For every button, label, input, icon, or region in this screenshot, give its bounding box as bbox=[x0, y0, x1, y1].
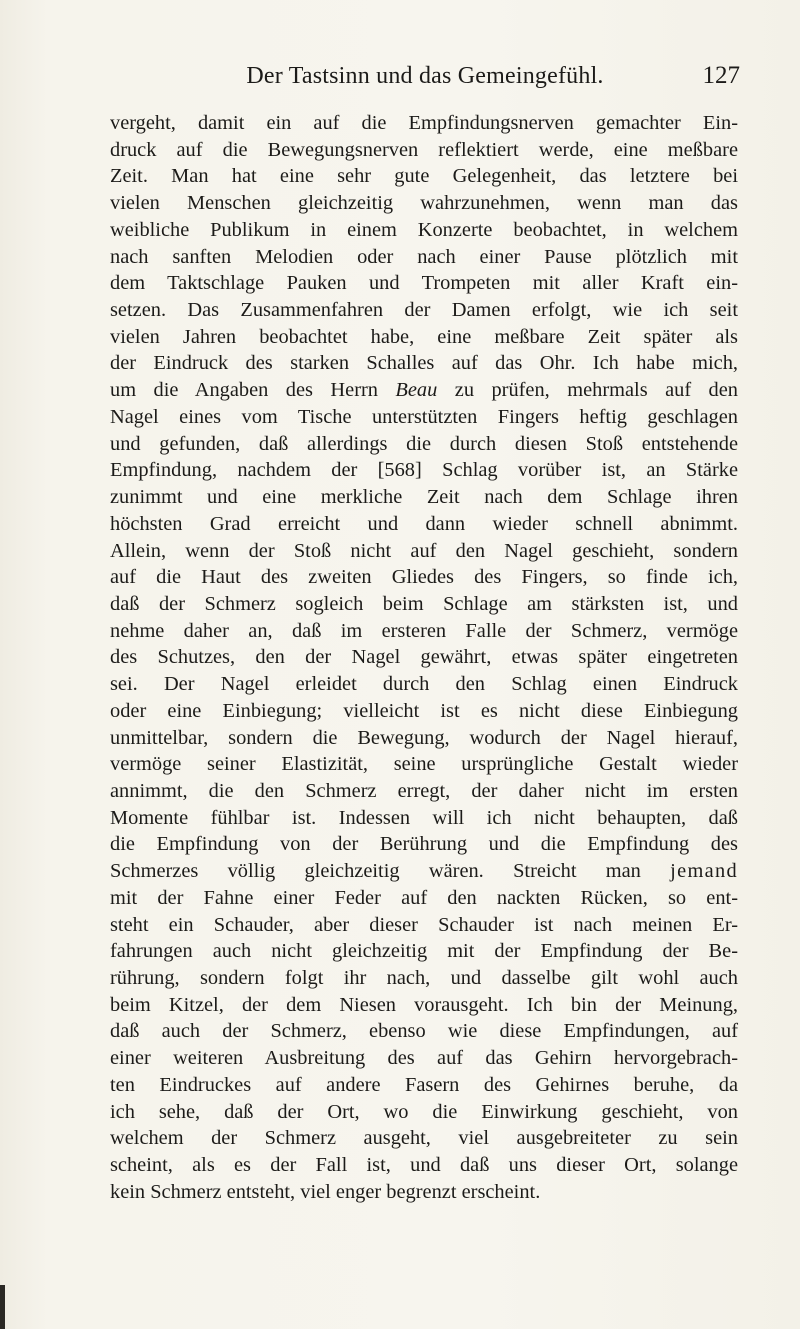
line-text: Allein, wenn der Stoß nicht auf den Nagel geschieht, sondern bbox=[110, 539, 738, 562]
line-text: vergeht, damit ein auf die Empfindungsnerven gemachter Ein- bbox=[110, 112, 738, 134]
line-text: nehme daher an, daß im ersteren Falle der Schmerz, vermöge bbox=[110, 619, 738, 642]
line-text: des Schutzes, den der Nagel gewährt, etwas später eingetreten bbox=[110, 646, 738, 669]
text-line bbox=[110, 858, 738, 885]
text-line bbox=[110, 377, 738, 404]
line-text: vielen Menschen gleichzeitig wahrzunehmen, wenn man das bbox=[110, 192, 738, 215]
line-text-before: Schmerzes völlig gleichzeitig wären. Streicht man bbox=[110, 860, 671, 883]
text-line bbox=[110, 725, 738, 752]
text-line bbox=[110, 511, 738, 538]
line-text: einer weiteren Ausbreitung des auf das Gehirn hervorgebrach- bbox=[110, 1047, 738, 1070]
line-text: druck auf die Bewegungsnerven reflektiert werde, eine meßbare bbox=[110, 138, 738, 161]
spaced-word: jemand bbox=[670, 860, 738, 883]
text-line bbox=[110, 1125, 738, 1152]
text-line bbox=[110, 404, 738, 431]
running-head bbox=[110, 58, 740, 94]
text-line bbox=[110, 938, 738, 965]
line-text: unmittelbar, sondern die Bewegung, wodurch der Nagel hierauf, bbox=[110, 726, 738, 749]
line-text: Nagel eines vom Tische unterstützten Fingers heftig geschlagen bbox=[110, 405, 738, 428]
text-line bbox=[110, 1179, 738, 1206]
line-text: welchem der Schmerz ausgeht, viel ausgebreiteter zu sein bbox=[110, 1127, 738, 1150]
line-text-before: um die Angaben des Herrn bbox=[110, 379, 396, 402]
text-line bbox=[110, 805, 738, 832]
line-text: setzen. Das Zusammenfahren der Damen erfolgt, wie ich seit bbox=[110, 299, 738, 322]
line-text: rührung, sondern folgt ihr nach, und dasselbe gilt wohl auch bbox=[110, 967, 738, 989]
line-text: Momente fühlbar ist. Indessen will ich nicht behaupten, daß bbox=[110, 806, 738, 829]
page-number: 127 bbox=[702, 62, 740, 89]
text-line bbox=[110, 457, 738, 484]
italic-name: Beau bbox=[395, 379, 438, 402]
line-text: und gefunden, daß allerdings die durch diesen Stoß entstehende bbox=[110, 432, 738, 455]
line-text: weibliche Publikum in einem Konzerte beobachtet, in welchem bbox=[110, 218, 738, 241]
text-line bbox=[110, 564, 738, 591]
text-line bbox=[110, 778, 738, 805]
text-line bbox=[110, 217, 738, 244]
line-text: der Eindruck des starken Schalles auf das Ohr. Ich habe mich, bbox=[110, 352, 738, 375]
text-line bbox=[110, 591, 738, 618]
line-text: fahrungen auch nicht gleichzeitig mit der Empfindung der Be- bbox=[110, 940, 738, 963]
line-text: Empfindung, nachdem der [568] Schlag vorüber ist, an Stärke bbox=[110, 459, 738, 482]
line-text: sei. Der Nagel erleidet durch den Schlag einen Eindruck bbox=[110, 673, 738, 696]
line-text: beim Kitzel, der dem Niesen vorausgeht. Ich bin der Meinung, bbox=[110, 993, 738, 1016]
text-line bbox=[110, 992, 738, 1019]
text-line bbox=[110, 324, 738, 351]
text-line bbox=[110, 1018, 738, 1045]
running-title: Der Tastsinn und das Gemeingefühl. bbox=[246, 63, 604, 89]
text-line bbox=[110, 751, 738, 778]
text-line bbox=[110, 538, 738, 565]
text-line bbox=[110, 618, 738, 645]
line-text: scheint, als es der Fall ist, und daß uns dieser Ort, solange bbox=[110, 1154, 738, 1177]
line-text: vielen Jahren beobachtet habe, eine meßbare Zeit später als bbox=[110, 325, 738, 348]
line-text: annimmt, die den Schmerz erregt, der daher nicht im ersten bbox=[110, 779, 738, 802]
text-line bbox=[110, 163, 738, 190]
line-text: auf die Haut des zweiten Gliedes des Fingers, so finde ich, bbox=[110, 566, 738, 589]
line-text: ich sehe, daß der Ort, wo die Einwirkung geschieht, von bbox=[110, 1100, 738, 1123]
line-text: ten Eindruckes auf andere Fasern des Gehirnes beruhe, da bbox=[110, 1073, 738, 1096]
line-text: die Empfindung von der Berührung und die Empfindung des bbox=[110, 833, 738, 856]
line-text: höchsten Grad erreicht und dann wieder schnell abnimmt. bbox=[110, 512, 738, 535]
text-line bbox=[110, 1072, 738, 1099]
text-line bbox=[110, 350, 738, 377]
line-text: daß auch der Schmerz, ebenso wie diese Empfindungen, auf bbox=[110, 1020, 738, 1043]
text-line bbox=[110, 1152, 738, 1179]
line-text: oder eine Einbiegung; vielleicht ist es nicht diese Einbiegung bbox=[110, 699, 738, 722]
line-text: zunimmt und eine merkliche Zeit nach dem Schlage ihren bbox=[110, 486, 738, 509]
line-text: kein Schmerz entsteht, viel enger begrenzt erscheint. bbox=[110, 1180, 541, 1203]
text-line bbox=[110, 244, 738, 271]
body-text bbox=[110, 110, 738, 1205]
text-line bbox=[110, 965, 738, 992]
text-line bbox=[110, 698, 738, 725]
text-line bbox=[110, 270, 738, 297]
text-line bbox=[110, 297, 738, 324]
page-edge-mark bbox=[0, 1285, 5, 1329]
line-text: daß der Schmerz sogleich beim Schlage am stärksten ist, und bbox=[110, 592, 738, 615]
line-text-after: zu prüfen, mehrmals auf den bbox=[437, 379, 739, 402]
text-line bbox=[110, 644, 738, 671]
line-text: Zeit. Man hat eine sehr gute Gelegenheit, das letztere bei bbox=[110, 165, 738, 188]
text-line bbox=[110, 190, 738, 217]
text-line bbox=[110, 137, 738, 164]
text-line bbox=[110, 110, 738, 137]
text-line bbox=[110, 1045, 738, 1072]
line-text: dem Taktschlage Pauken und Trompeten mit aller Kraft ein- bbox=[110, 272, 738, 295]
line-text: vermöge seiner Elastizität, seine ursprüngliche Gestalt wieder bbox=[110, 753, 738, 776]
text-line bbox=[110, 912, 738, 939]
text-line bbox=[110, 831, 738, 858]
text-line bbox=[110, 484, 738, 511]
text-line bbox=[110, 671, 738, 698]
text-line bbox=[110, 431, 738, 458]
text-line bbox=[110, 885, 738, 912]
line-text: mit der Fahne einer Feder auf den nackten Rücken, so ent- bbox=[110, 886, 738, 909]
line-text: nach sanften Melodien oder nach einer Pause plötzlich mit bbox=[110, 245, 738, 268]
text-line bbox=[110, 1099, 738, 1126]
line-text: steht ein Schauder, aber dieser Schauder ist nach meinen Er- bbox=[110, 913, 738, 936]
